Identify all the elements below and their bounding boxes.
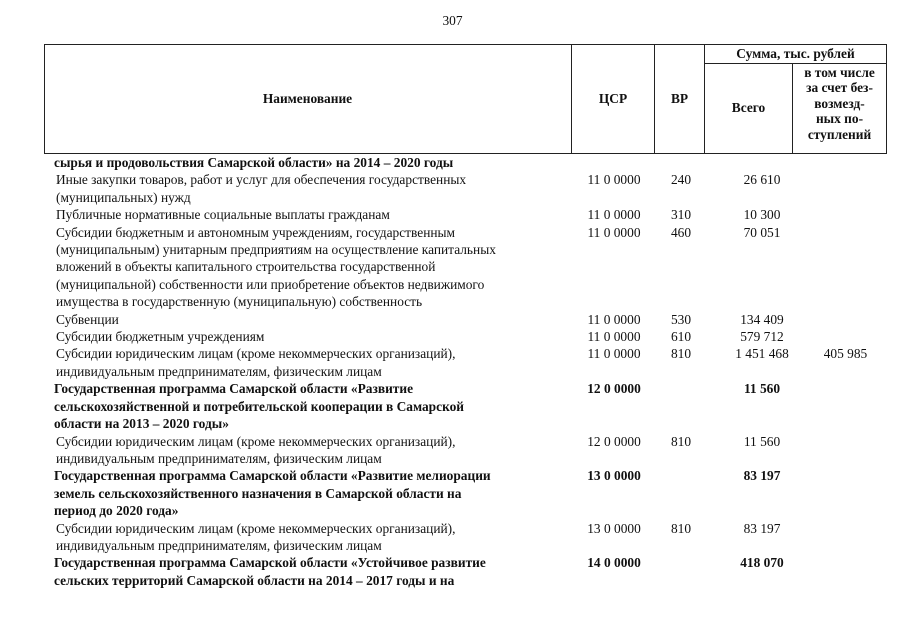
header-sum-underline bbox=[704, 63, 887, 64]
cell-csr: 12 0 0000 bbox=[587, 433, 641, 449]
cell-name-line: период до 2020 года» bbox=[54, 503, 179, 519]
table-row-program bbox=[44, 154, 887, 171]
cell-name-line: земель сельскохозяйственного назначения в Самарской области на bbox=[54, 485, 462, 501]
cell-name-line: Субвенции bbox=[56, 311, 119, 327]
cell-total: 70 051 bbox=[743, 224, 781, 240]
table-row-program bbox=[44, 380, 887, 432]
cell-vr: 530 bbox=[670, 311, 692, 327]
cell-vr: 240 bbox=[670, 172, 692, 188]
cell-name bbox=[44, 328, 580, 345]
cell-name bbox=[44, 467, 578, 519]
cell-total: 418 070 bbox=[740, 555, 784, 571]
cell-name-line: Иные закупки товаров, работ и услуг для обеспечения государственных bbox=[56, 172, 467, 188]
cell-total: 10 300 bbox=[743, 207, 781, 223]
cell-name-line: области на 2013 – 2020 годы» bbox=[54, 416, 229, 432]
header-grants-line: ступлений bbox=[807, 126, 872, 142]
page-number: 307 bbox=[442, 13, 463, 28]
cell-name-line: Государственная программа Самарской области «Устойчивое развитие bbox=[54, 555, 486, 571]
cell-csr: 11 0 0000 bbox=[587, 172, 641, 188]
cell-vr: 810 bbox=[670, 346, 692, 362]
cell-name bbox=[44, 520, 580, 555]
cell-csr: 12 0 0000 bbox=[587, 381, 641, 397]
cell-name-line: сельских территорий Самарской области на 2014 – 2017 годы и на bbox=[54, 572, 455, 588]
table-row bbox=[44, 206, 887, 223]
header-sum: Сумма, тыс. рублей bbox=[736, 46, 855, 61]
cell-total: 11 560 bbox=[743, 381, 781, 397]
cell-csr: 11 0 0000 bbox=[587, 329, 641, 345]
header-top-border bbox=[44, 44, 887, 45]
cell-name-line: Субсидии бюджетным и автономным учреждениям, государственным bbox=[56, 224, 455, 240]
table-row bbox=[44, 171, 887, 206]
cell-vr: 810 bbox=[670, 433, 692, 449]
header-grants-line: за счет без- bbox=[806, 80, 873, 96]
cell-name-line: индивидуальным предпринимателям, физическим лицам bbox=[56, 450, 382, 466]
cell-total: 26 610 bbox=[743, 172, 781, 188]
cell-grant: 405 985 bbox=[823, 346, 868, 362]
cell-name-line: (муниципальной) собственности или приобретение объектов недвижимого bbox=[56, 276, 485, 292]
header-grants bbox=[793, 65, 886, 142]
table-row bbox=[44, 224, 887, 311]
header-total: Всего bbox=[731, 100, 766, 115]
cell-vr: 310 bbox=[670, 207, 692, 223]
header-name: Наименование bbox=[262, 91, 353, 106]
cell-name-line: Субсидии юридическим лицам (кроме некоммерческих организаций), bbox=[56, 346, 456, 362]
header-vr: ВР bbox=[670, 91, 689, 106]
cell-csr: 13 0 0000 bbox=[587, 520, 641, 536]
cell-csr: 13 0 0000 bbox=[587, 468, 641, 484]
cell-name bbox=[44, 554, 578, 589]
table-row bbox=[44, 345, 887, 380]
cell-csr: 11 0 0000 bbox=[587, 346, 641, 362]
cell-total: 83 197 bbox=[743, 520, 781, 536]
cell-name-line: имущества в государственную (муниципальную) собственность bbox=[56, 294, 423, 310]
cell-name bbox=[44, 433, 580, 468]
cell-vr: 610 bbox=[670, 329, 692, 345]
cell-name-line: (муниципальных) нужд bbox=[56, 189, 191, 205]
cell-name-line: индивидуальным предпринимателям, физическим лицам bbox=[56, 363, 382, 379]
cell-total: 11 560 bbox=[743, 433, 781, 449]
cell-name bbox=[44, 380, 578, 432]
cell-name-line: Субсидии юридическим лицам (кроме некоммерческих организаций), bbox=[56, 433, 456, 449]
table-row-program bbox=[44, 467, 887, 519]
header-grants-line: в том числе bbox=[804, 65, 875, 80]
cell-name-line: Публичные нормативные социальные выплаты гражданам bbox=[56, 207, 390, 223]
cell-name-line: Субсидии юридическим лицам (кроме некоммерческих организаций), bbox=[56, 520, 456, 536]
cell-csr: 11 0 0000 bbox=[587, 311, 641, 327]
table-row bbox=[44, 520, 887, 555]
table-row bbox=[44, 311, 887, 328]
cell-name-line: сырья и продовольствия Самарской области» на 2014 – 2020 годы bbox=[54, 155, 454, 170]
cell-name-line: (муниципальным) унитарным предприятиям на осуществление капитальных bbox=[56, 242, 496, 258]
cell-name-line: Государственная программа Самарской области «Развитие bbox=[54, 381, 414, 397]
cell-total: 1 451 468 bbox=[735, 346, 789, 362]
cell-csr: 11 0 0000 bbox=[587, 224, 641, 240]
cell-name bbox=[44, 224, 580, 311]
cell-name-line: Субсидии бюджетным учреждениям bbox=[56, 329, 265, 345]
cell-name bbox=[44, 345, 580, 380]
cell-csr: 14 0 0000 bbox=[587, 555, 641, 571]
table-row bbox=[44, 433, 887, 468]
cell-name bbox=[44, 154, 578, 171]
cell-total: 134 409 bbox=[740, 311, 784, 327]
cell-name-line: сельскохозяйственной и потребительской кооперации в Самарской bbox=[54, 398, 465, 414]
cell-name bbox=[44, 206, 580, 223]
table-header bbox=[44, 44, 887, 155]
cell-name-line: вложений в объекты капитального строительства государственной bbox=[56, 259, 436, 275]
cell-vr: 810 bbox=[670, 520, 692, 536]
cell-vr: 460 bbox=[670, 224, 692, 240]
cell-name-line: индивидуальным предпринимателям, физическим лицам bbox=[56, 537, 382, 553]
table-body bbox=[44, 154, 887, 589]
cell-name bbox=[44, 311, 580, 328]
table-row-program bbox=[44, 554, 887, 589]
cell-csr: 11 0 0000 bbox=[587, 207, 641, 223]
header-grants-line: возмезд- bbox=[814, 95, 865, 111]
header-grants-line: ных по- bbox=[815, 111, 864, 127]
header-csr: ЦСР bbox=[598, 91, 628, 106]
header-right-border bbox=[886, 44, 887, 154]
cell-name-line: Государственная программа Самарской области «Развитие мелиорации bbox=[54, 468, 491, 484]
cell-total: 579 712 bbox=[740, 329, 784, 345]
cell-total: 83 197 bbox=[743, 468, 781, 484]
table-row bbox=[44, 328, 887, 345]
cell-name bbox=[44, 171, 580, 206]
